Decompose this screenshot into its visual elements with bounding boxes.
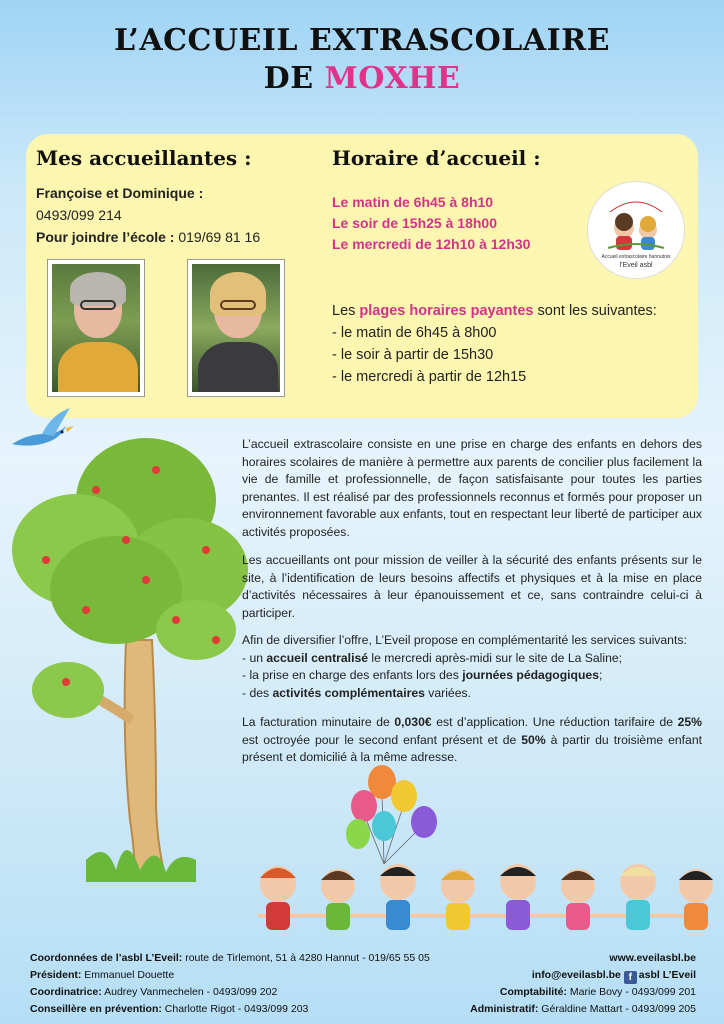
facebook-icon[interactable]: f	[624, 971, 637, 984]
footer-line: Administratif: Géraldine Mattart - 0493/099 205	[470, 1003, 696, 1015]
footer-line: Comptabilité: Marie Bovy - 0493/099 201	[499, 986, 696, 998]
host-names: Françoise et Dominique :	[36, 185, 204, 201]
hosts-heading: Mes accueillantes :	[36, 146, 252, 170]
school-phone: 019/69 81 16	[178, 229, 261, 245]
website-link[interactable]: www.eveilasbl.be	[609, 952, 696, 964]
paid-highlight: plages horaires payantes	[359, 303, 534, 319]
children-illustration	[248, 858, 718, 938]
services-intro: Afin de diversifier l’offre, L’Eveil propose en complémentarité les services suivants:	[242, 633, 687, 647]
tree-illustration	[6, 420, 256, 890]
paid-intro-text: Les	[332, 303, 360, 319]
mission-paragraph: Les accueillants ont pour mission de veiller à la sécurité des enfants présents sur le site, à l’identification de leurs besoins affectifs et physiques et à la mise en place d’activités nécessaires à leur épanouissement et ce, sans contraindre celui-ci à participer.	[242, 553, 702, 620]
opening-hours	[332, 192, 530, 255]
paid-suffix: sont les suivantes:	[533, 303, 657, 319]
title-line-2	[0, 60, 724, 98]
paid-line: - le matin de 6h45 à 8h00	[332, 325, 497, 341]
paid-hours	[332, 300, 657, 388]
photo-francoise	[48, 260, 144, 396]
info-box	[26, 134, 698, 418]
footer-right	[470, 950, 696, 1018]
schedule-heading: Horaire d’accueil :	[332, 146, 541, 170]
hours-line: Le soir de 15h25 à 18h00	[332, 215, 497, 231]
services-paragraph	[242, 632, 702, 702]
logo-caption: Accueil extrascolaire hannutois	[601, 254, 671, 260]
title-prefix: DE	[263, 61, 325, 96]
footer-line: Coordinatrice: Audrey Vanmechelen - 0493/099 202	[30, 986, 278, 998]
hours-line: Le matin de 6h45 à 8h10	[332, 194, 494, 210]
pricing-paragraph: La facturation minutaire de 0,030€ est d’application. Une réduction tarifaire de 25% est octroyée pour le second enfant présent et de 50% à partir du troisième enfant présent et domicilié à la même adresse.	[242, 715, 702, 764]
host-phone: 0493/099 214	[36, 207, 122, 223]
footer-line: Coordonnées de l’asbl L’Eveil: route de Tirlemont, 51 à 4280 Hannut - 019/65 55 05	[30, 952, 430, 964]
intro-paragraph: L’accueil extrascolaire consiste en une prise en charge des enfants en dehors des horaires scolaires de manière à permettre aux parents de concilier plus facilement la vie de famille et professionnelle, de façon satisfaisante pour toutes les parties prenantes. Il est réalisé par des professionnels reconnus et formés pour proposer un environnement favorable aux enfants, tout en respectant leur liberté de participer aux activités proposées.	[242, 437, 702, 539]
eveil-logo	[588, 182, 684, 278]
title-highlight: MOXHE	[324, 61, 461, 96]
contact-block	[36, 182, 260, 248]
hours-line: Le mercredi de 12h10 à 12h30	[332, 236, 531, 252]
service-item: - un accueil centralisé le mercredi après-midi sur le site de La Saline;	[242, 650, 623, 665]
service-item: - la prise en charge des enfants lors des journées pédagogiques;	[242, 668, 603, 682]
school-label: Pour joindre l’école :	[36, 229, 175, 245]
footer-line: Conseillère en prévention: Charlotte Rigot - 0493/099 203	[30, 1003, 309, 1015]
paid-line: - le mercredi à partir de 12h15	[332, 369, 527, 385]
footer-contacts	[30, 950, 430, 1018]
paid-line: - le soir à partir de 15h30	[332, 347, 494, 363]
facebook-link[interactable]: asbl L’Eveil	[638, 969, 696, 981]
logo-name: l’Eveil asbl	[619, 262, 653, 269]
service-item: - des activités complémentaires variées.	[242, 685, 471, 700]
email-link[interactable]: info@eveilasbl.be	[531, 969, 621, 981]
photo-dominique	[188, 260, 284, 396]
title-line-1: L’ACCUEIL EXTRASCOLAIRE	[113, 23, 611, 58]
footer-line: Président: Emmanuel Douette	[30, 969, 175, 981]
page-title	[0, 22, 724, 98]
paid-intro	[332, 300, 657, 322]
